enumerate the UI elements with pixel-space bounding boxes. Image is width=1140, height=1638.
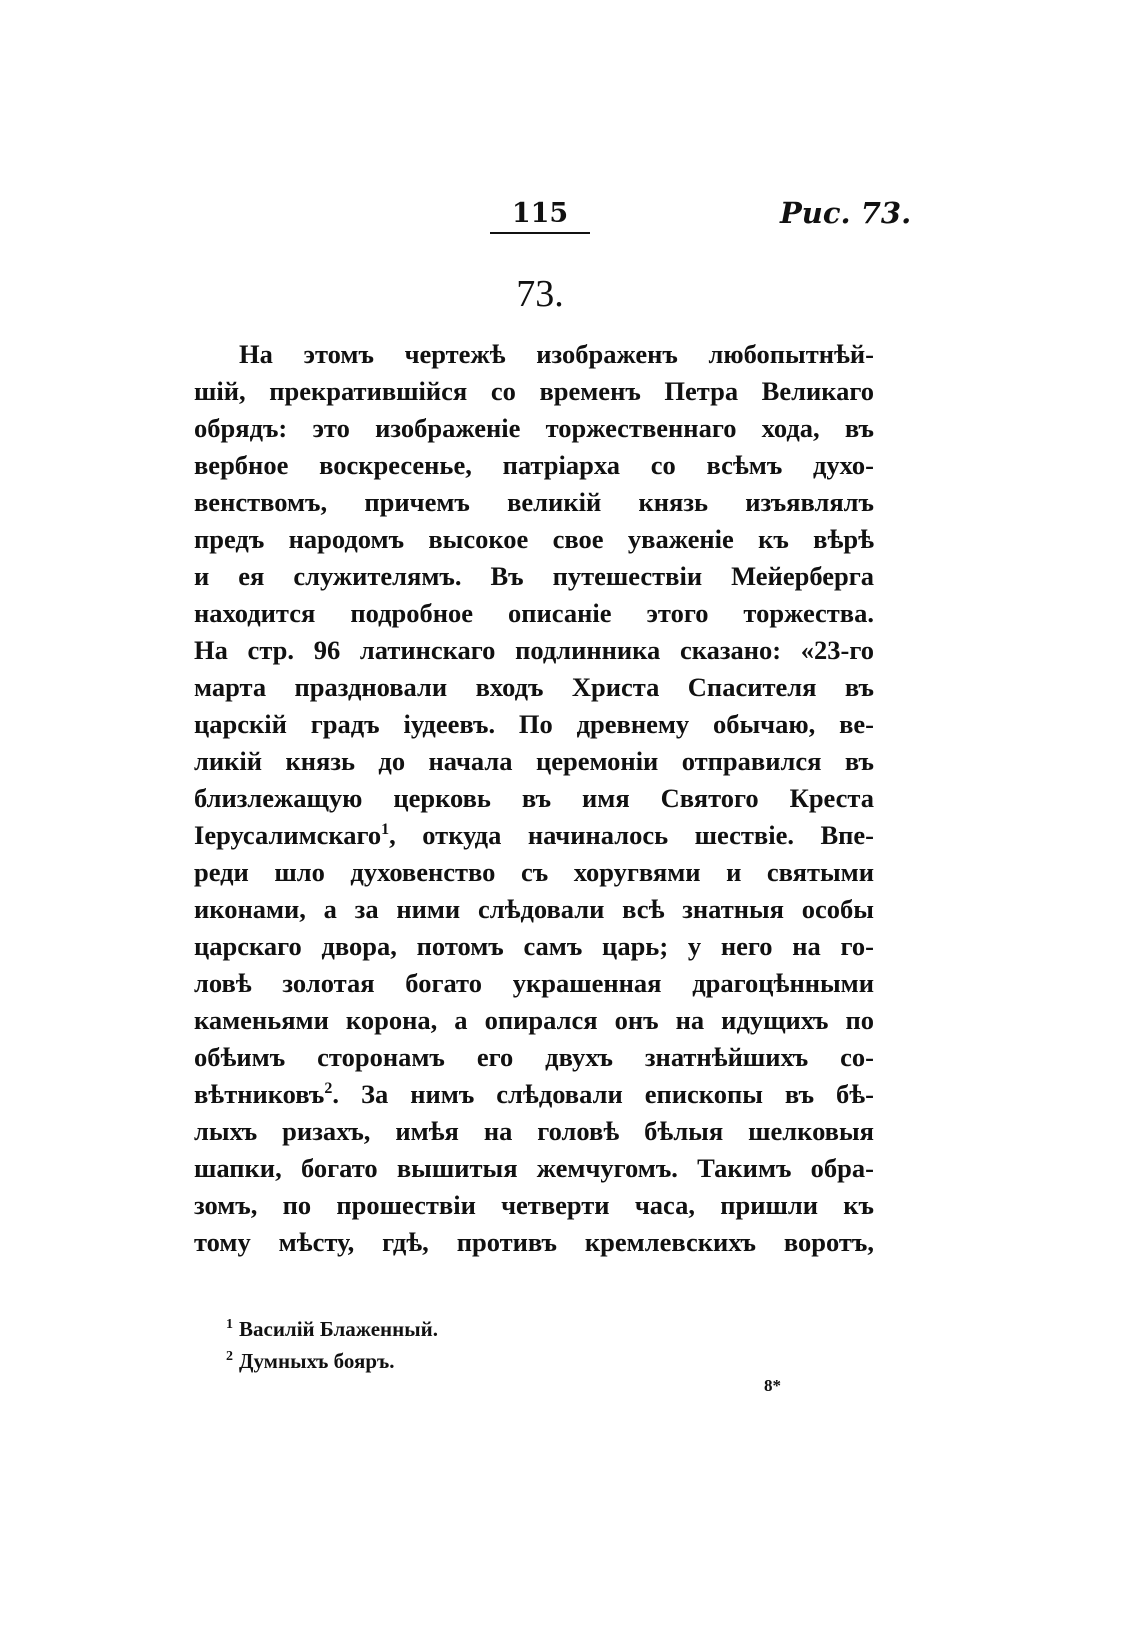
footnote-mark: 2 — [226, 1349, 233, 1364]
text-line: царскаго двора, потомъ самъ царь; у него на го- — [194, 931, 874, 961]
text-line: находится подробное описаніе этого торжества. — [194, 598, 874, 628]
footnote-ref-2: 2 — [324, 1080, 333, 1098]
text-line: лыхъ ризахъ, имѣя на головѣ бѣлыя шелковыя — [194, 1116, 874, 1146]
page-number: 115 — [511, 198, 569, 229]
text-fragment: вѣтниковъ — [194, 1079, 325, 1109]
text-line: На стр. 96 латинскаго подлинника сказано: «23-го — [194, 635, 874, 665]
text-line: обрядъ: это изображеніе торжественнаго хода, въ — [194, 413, 874, 443]
text-line: и ея служителямъ. Въ путешествіи Мейерберга — [194, 561, 874, 591]
figure-reference: Рис. 73. — [780, 196, 912, 230]
text-line — [194, 1076, 874, 1113]
text-line: каменьями корона, а опирался онъ на идущихъ по — [194, 1005, 874, 1035]
text-line: обѣимъ сторонамъ его двухъ знатнѣйшихъ со- — [194, 1042, 874, 1072]
footnote-text: Думныхъ бояръ. — [239, 1349, 395, 1373]
text-line: зомъ, по прошествіи четверти часа, пришли къ — [194, 1190, 874, 1220]
text-line: вербное воскресенье, патріарха со всѣмъ духо- — [194, 450, 874, 480]
footnote-1 — [226, 1313, 438, 1345]
section-number: 73. — [516, 273, 564, 315]
text-line: предъ народомъ высокое свое уваженіе къ вѣрѣ — [194, 524, 874, 554]
text-line: близлежащую церковь въ имя Святого Креста — [194, 783, 874, 813]
text-fragment: . За нимъ слѣдовали епископы въ бѣ- — [332, 1079, 874, 1109]
text-line: царскій градъ іудеевъ. По древнему обычаю, ве- — [194, 709, 874, 739]
text-line: венствомъ, причемъ великій князь изъявлялъ — [194, 487, 874, 517]
text-line: ловѣ золотая богато украшенная драгоцѣнными — [194, 968, 874, 998]
signature-mark: 8* — [764, 1376, 781, 1395]
text-fragment: Іерусалимскаго — [194, 820, 382, 850]
footnotes — [226, 1313, 438, 1377]
text-line: ликій князь до начала церемоніи отправился въ — [194, 746, 874, 776]
footnote-ref-1: 1 — [381, 821, 390, 839]
footnote-text: Василій Блаженный. — [239, 1317, 438, 1341]
text-fragment: , откуда начиналось шествіе. Впе- — [389, 820, 874, 850]
page-number-rule — [490, 232, 590, 234]
text-line: тому мѣсту, гдѣ, противъ кремлевскихъ воротъ, — [194, 1227, 874, 1257]
text-line: реди шло духовенство съ хоругвями и святыми — [194, 857, 874, 887]
text-line — [194, 817, 874, 854]
text-line: иконами, а за ними слѣдовали всѣ знатныя особы — [194, 894, 874, 924]
footnote-mark: 1 — [226, 1317, 233, 1332]
text-line: На этомъ чертежѣ изображенъ любопытнѣй- — [239, 339, 874, 369]
text-line: шапки, богато вышитыя жемчугомъ. Такимъ обра- — [194, 1153, 874, 1183]
body-paragraph — [194, 336, 874, 1261]
text-line: шій, прекратившійся со временъ Петра Великаго — [194, 376, 874, 406]
footnote-2 — [226, 1345, 438, 1377]
text-line: марта праздновали входъ Христа Спасителя въ — [194, 672, 874, 702]
